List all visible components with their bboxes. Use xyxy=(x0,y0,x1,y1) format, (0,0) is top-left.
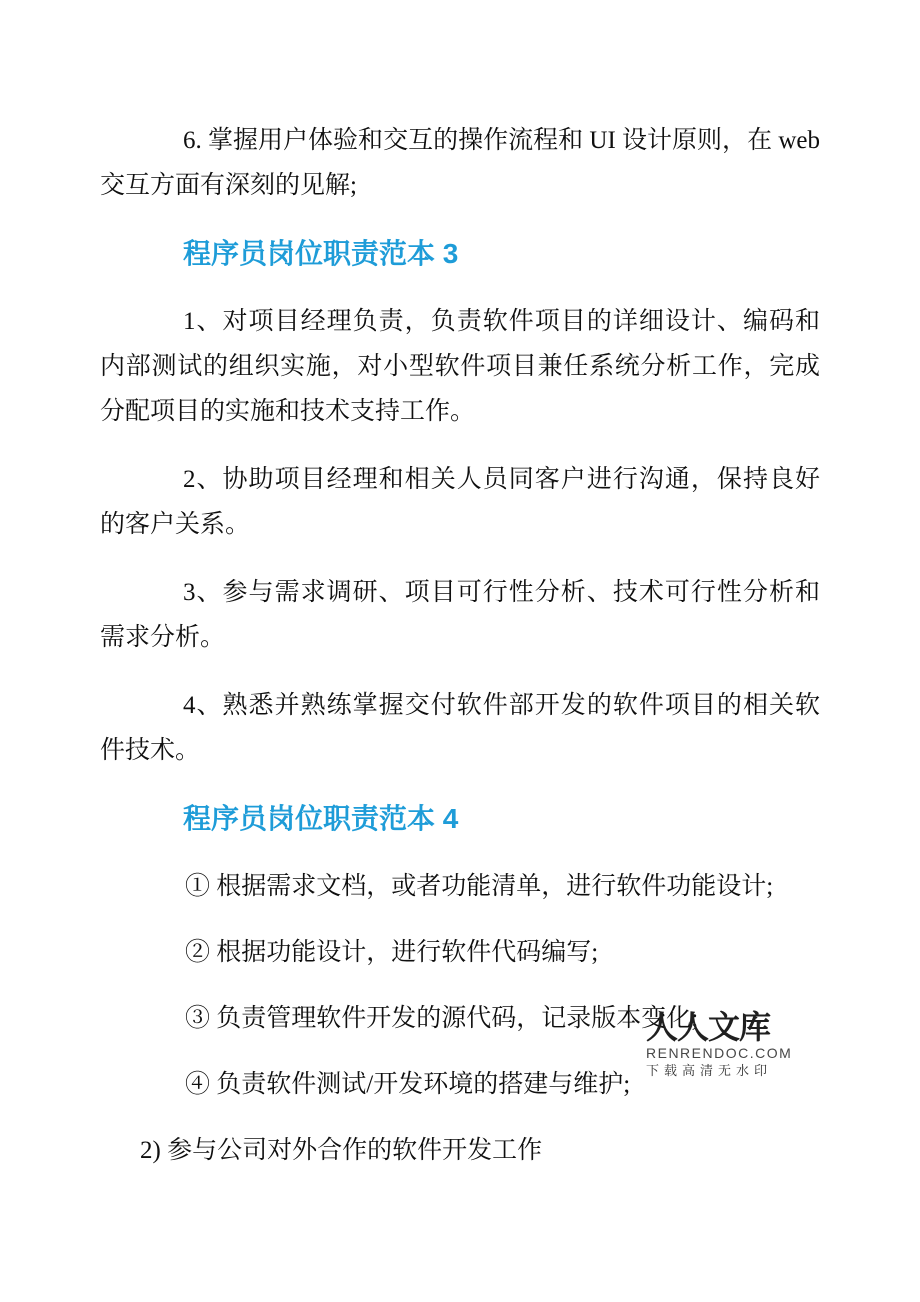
paragraph: 2、协助项目经理和相关人员同客户进行沟通，保持良好的客户关系。 xyxy=(100,466,820,538)
paragraph: 6. 掌握用户体验和交互的操作流程和 UI 设计原则，在 web 交互方面有深刻的见解; xyxy=(100,127,820,199)
list-item-circled: ③ 负责管理软件开发的源代码，记录版本变化; xyxy=(185,1005,699,1032)
section-heading: 程序员岗位职责范本 3 xyxy=(183,238,459,269)
list-item-circled: ② 根据功能设计，进行软件代码编写; xyxy=(185,939,599,966)
list-item-paren: 2) 参与公司对外合作的软件开发工作 xyxy=(140,1137,543,1164)
watermark-domain: RENRENDOC.COM xyxy=(646,1045,793,1061)
paragraph: 4、熟悉并熟练掌握交付软件部开发的软件项目的相关软件技术。 xyxy=(100,692,820,764)
paragraph: 1、对项目经理负责，负责软件项目的详细设计、编码和内部测试的组织实施，对小型软件项目兼任系统分析工作，完成分配项目的实施和技术支持工作。 xyxy=(100,308,820,425)
list-item-circled: ④ 负责软件测试/开发环境的搭建与维护; xyxy=(185,1071,631,1098)
section-heading: 程序员岗位职责范本 4 xyxy=(183,803,459,834)
watermark-tagline: 下载高清无水印 xyxy=(646,1063,773,1078)
paragraph: 3、参与需求调研、项目可行性分析、技术可行性分析和需求分析。 xyxy=(100,579,820,651)
document-body xyxy=(100,118,820,1194)
list-item-circled: ① 根据需求文档，或者功能清单，进行软件功能设计; xyxy=(185,873,774,900)
watermark-logo-text: 人人文库 xyxy=(646,1009,771,1045)
